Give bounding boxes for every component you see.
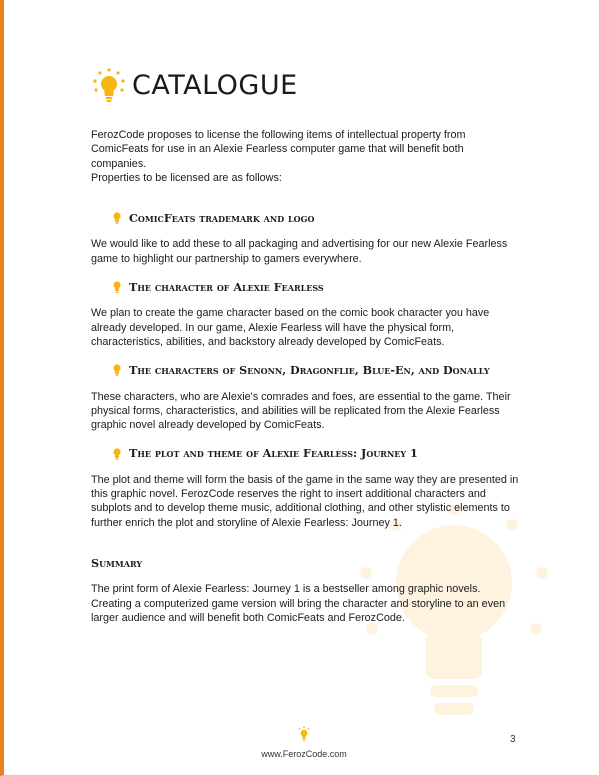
- summary-paragraph: The print form of Alexie Fearless: Journey 1 is a bestseller among graphic novels. Creating a computerized game version will bring the character and storyline to an even larger audience and will benefit both ComicFeats and FerozCode.: [91, 583, 506, 624]
- item-description: These characters, who are Alexie's comrades and foes, are essential to the game. Their physical forms, characteristics, and abilities will be replicated from the Alexie Fearless graphic novel already developed by ComicFeats.: [91, 390, 511, 432]
- item-title: The characters of Senonn, Dragonflie, Blue-En, and Donally: [129, 363, 490, 378]
- page-title: CATALOGUE: [132, 69, 298, 101]
- item-description: We plan to create the game character based on the comic book character you have already developed. In our game, Alexie Fearless will have the physical form, characteristics, abilities, and backstory already developed by ComicFeats.: [91, 307, 490, 348]
- document-body: [91, 128, 521, 625]
- page-number: 3: [510, 734, 516, 745]
- intro-paragraph: FerozCode proposes to license the following items of intellectual property from ComicFeats for use in an Alexie Fearless computer game that will benefit both companies.: [91, 129, 466, 170]
- item-title: The character of Alexie Fearless: [129, 280, 324, 295]
- lightbulb-icon: [111, 447, 123, 461]
- list-item: [91, 363, 521, 432]
- item-heading: [111, 211, 521, 225]
- lightbulb-icon: [90, 66, 128, 104]
- item-heading: [111, 280, 521, 294]
- summary-heading: Summary: [91, 555, 143, 570]
- footer-url: www.FerozCode.com: [261, 749, 347, 759]
- item-description: The plot and theme will form the basis of the game in the same way they are presented in this graphic novel. FerozCode reserves the right to insert additional characters and subplots and to develop theme music, additional clothing, and other stylistic elements to further enrich the plot and storyline of Alexie Fearless: Journey 1.: [91, 473, 519, 529]
- lightbulb-icon: [111, 280, 123, 294]
- list-item: [91, 211, 521, 266]
- item-description: We would like to add these to all packaging and advertising for our new Alexie Fearless game to highlight our partnership to gamers everywhere.: [91, 238, 508, 265]
- page-header: [90, 66, 298, 104]
- item-title: The plot and theme of Alexie Fearless: Journey 1: [129, 446, 418, 461]
- lightbulb-icon: [111, 211, 123, 225]
- item-title: ComicFeats trademark and logo: [129, 211, 315, 226]
- lightbulb-icon: [297, 726, 311, 742]
- properties-intro: Properties to be licensed are as follows:: [91, 171, 282, 184]
- list-item: [91, 280, 521, 349]
- list-item: [91, 446, 521, 529]
- item-heading: [111, 363, 521, 377]
- item-heading: [111, 446, 521, 460]
- property-list: [91, 211, 521, 530]
- lightbulb-icon: [111, 363, 123, 377]
